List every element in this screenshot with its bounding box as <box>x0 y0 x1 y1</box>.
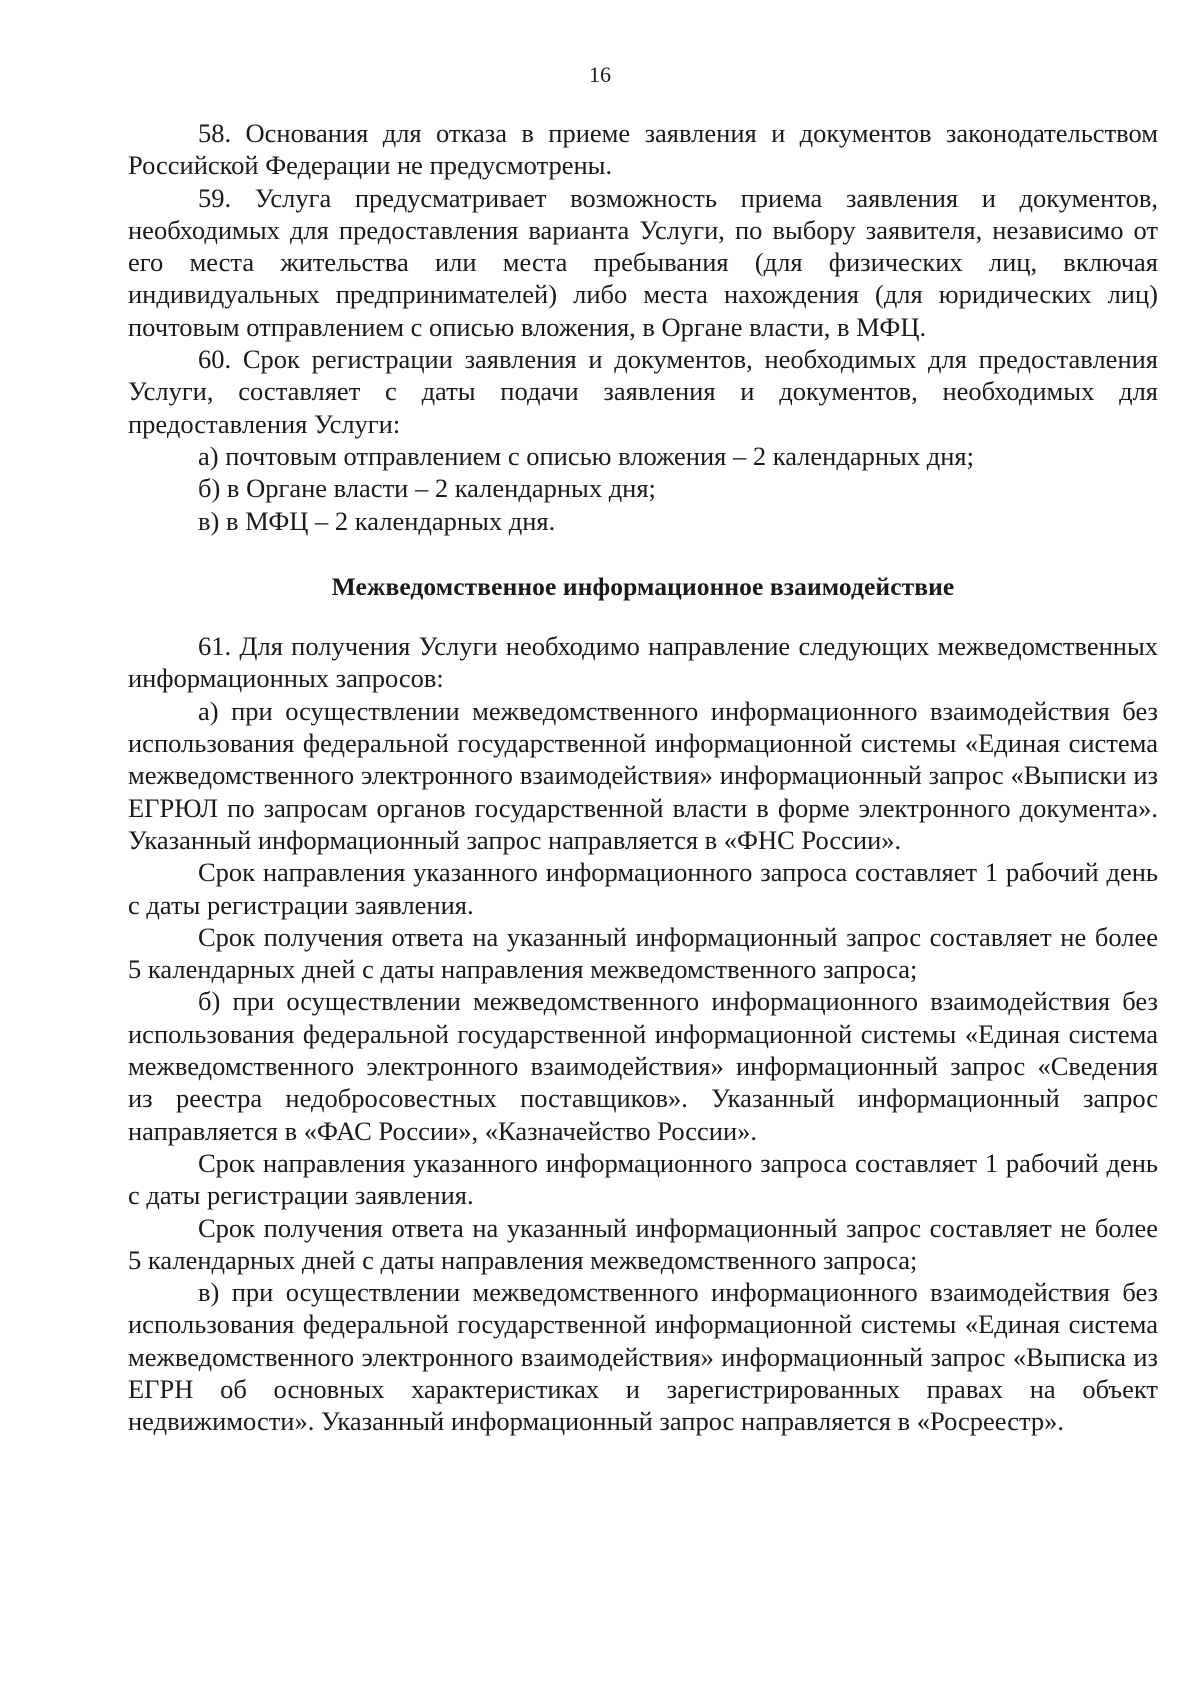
paragraph-61-item-a-send-term: Срок направления указанного информационного запроса составляет 1 рабочий день с даты регистрации заявления. <box>128 857 1158 920</box>
paragraph-61-item-b: б) при осуществлении межведомственного информационного взаимодействия без использования федеральной государственной информационной системы «Единая система межведомственного электронного взаимодействия» информационный запрос «Сведения из реестра недобросовестных поставщиков». Указанный информационный запрос направляется в «ФАС России», «Казначейство России». <box>128 986 1158 1146</box>
paragraph-60: 60. Срок регистрации заявления и документов, необходимых для предоставления Услуги, составляет с даты подачи заявления и документов, необходимых для предоставления Услуги: <box>128 344 1158 439</box>
paragraph-60-item-c: в) в МФЦ – 2 календарных дня. <box>198 505 556 536</box>
paragraph-61-item-a-response-term: Срок получения ответа на указанный информационный запрос составляет не более 5 календарных дней с даты направления межведомственного запроса; <box>128 921 1158 985</box>
paragraph-58: 58. Основания для отказа в приеме заявления и документов законодательством Российской Федерации не предусмотрены. <box>128 118 1158 181</box>
section-heading: Межведомственное информационное взаимодействие <box>331 571 955 601</box>
paragraph-61: 61. Для получения Услуги необходимо направление следующих межведомственных информационных запросов: <box>128 631 1158 694</box>
paragraph-59: 59. Услуга предусматривает возможность приема заявления и документов, необходимых для предоставления варианта Услуги, по выбору заявителя, независимо от его места жительства или места пребывания (для физических лиц, включая индивидуальных предпринимателей) либо места нахождения (для юридических лиц) почтовым отправлением с описью вложения, в Органе власти, в МФЦ. <box>128 182 1158 342</box>
page-number: 16 <box>589 62 611 87</box>
paragraph-61-item-a: а) при осуществлении межведомственного информационного взаимодействия без использования федеральной государственной информационной системы «Единая система межведомственного электронного взаимодействия» информационный запрос «Выписки из ЕГРЮЛ по запросам органов государственной власти в форме электронного документа». Указанный информационный запрос направляется в «ФНС России». <box>128 695 1158 855</box>
paragraph-61-item-b-send-term: Срок направления указанного информационного запроса составляет 1 рабочий день с даты регистрации заявления. <box>128 1147 1158 1211</box>
paragraph-60-item-a: а) почтовым отправлением с описью вложения – 2 календарных дня; <box>198 440 974 471</box>
paragraph-60-item-b: б) в Органе власти – 2 календарных дня; <box>198 473 656 504</box>
paragraph-61-item-c: в) при осуществлении межведомственного информационного взаимодействия без использования федеральной государственной информационной системы «Единая система межведомственного электронного взаимодействия» информационный запрос «Выписка из ЕГРН об основных характеристиках и зарегистрированных правах на объект недвижимости». Указанный информационный запрос направляется в «Росреестр». <box>128 1277 1158 1437</box>
paragraph-61-item-b-response-term: Срок получения ответа на указанный информационный запрос составляет не более 5 календарных дней с даты направления межведомственного запроса; <box>128 1212 1158 1275</box>
document-body <box>128 117 1158 1438</box>
